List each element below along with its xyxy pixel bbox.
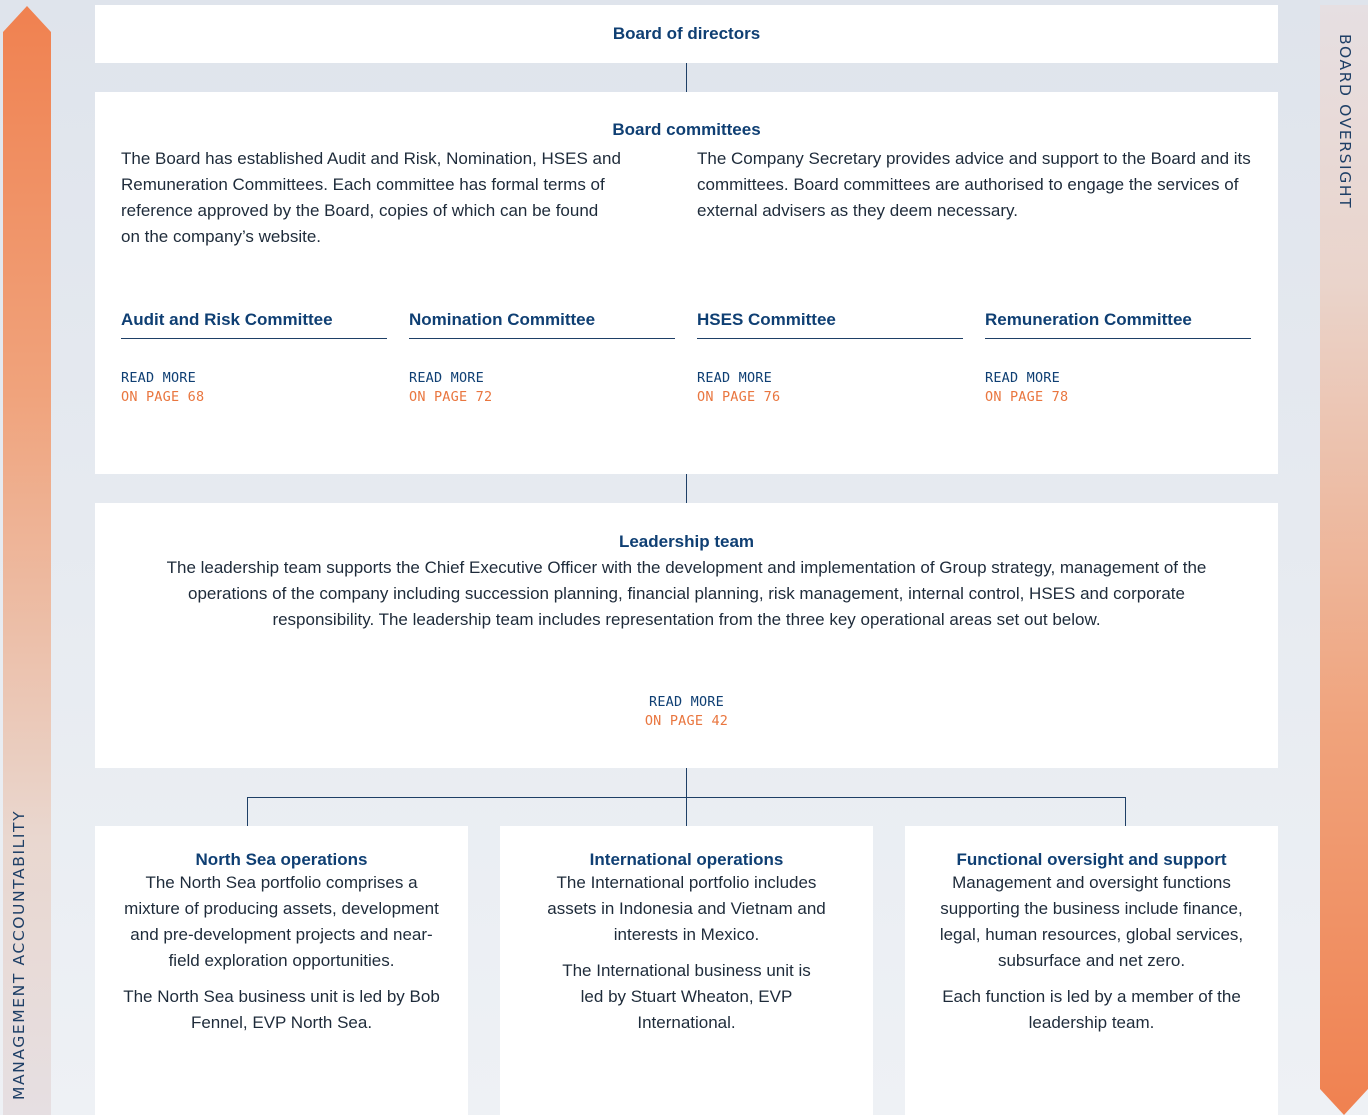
leadership-team-box [95, 503, 1278, 768]
nomination-committee [409, 310, 675, 407]
international-text-1: The International portfolio includes assets in Indonesia and Vietnam and interests in Mexico. [547, 873, 826, 944]
connector-line [247, 797, 248, 826]
committee-title: Audit and Risk Committee [121, 310, 387, 339]
leadership-team-title: Leadership team [618, 532, 755, 551]
connector-line [247, 797, 1126, 798]
north-sea-text-2: The North Sea business unit is led by Bob Fennel, EVP North Sea. [123, 987, 440, 1032]
remuneration-committee [985, 310, 1251, 407]
committee-title: Nomination Committee [409, 310, 675, 339]
management-accountability-label: MANAGEMENT ACCOUNTABILITY [10, 809, 28, 1100]
board-of-directors-box [95, 5, 1278, 63]
connector-line [686, 63, 687, 92]
functional-text-2: Each function is led by a member of the leadership team. [942, 987, 1241, 1032]
committee-title: Remuneration Committee [985, 310, 1251, 339]
connector-line [686, 474, 687, 503]
connector-line [1125, 797, 1126, 826]
board-oversight-label: BOARD OVERSIGHT [1336, 34, 1354, 210]
committees-text-left: The Board has established Audit and Risk, Nomination, HSES and Remuneration Committees. Each committee has formal terms of reference approved by the Board, copies of which can be found on the company’s website. [121, 149, 621, 246]
hses-committee [697, 310, 963, 407]
leadership-team-text: The leadership team supports the Chief Executive Officer with the development and implementation of Group strategy, management of the operations of the company including succession planning, financial planning, risk management, internal control, HSES and corporate responsibility. The leadership team includes representation from the three key operational areas set out below. [166, 558, 1207, 629]
functional-text-1: Management and oversight functions supporting the business include finance, legal, human resources, global services, subsurface and net zero. [939, 873, 1244, 970]
board-committees-title: Board committees [612, 120, 761, 139]
read-more-link[interactable]: READ MORE ON PAGE 72 [409, 370, 493, 405]
committees-text-right: The Company Secretary provides advice and support to the Board and its committees. Board committees are authorised to engage the services of external advisers as they deem necessary. [697, 149, 1251, 220]
read-more-link[interactable]: READ MORE ON PAGE 76 [697, 370, 781, 405]
read-more-link[interactable]: READ MORE ON PAGE 78 [985, 370, 1069, 405]
north-sea-text-1: The North Sea portfolio comprises a mixture of producing assets, development and pre-development projects and near-field exploration opportunities. [124, 873, 439, 970]
north-sea-operations-box [95, 826, 468, 1115]
international-operations-title: International operations [589, 850, 784, 869]
read-more-link[interactable]: READ MORE ON PAGE 42 [644, 694, 729, 729]
international-operations-box [500, 826, 873, 1115]
audit-risk-committee [121, 310, 387, 407]
north-sea-operations-title: North Sea operations [195, 850, 368, 869]
board-of-directors-title: Board of directors [612, 24, 761, 43]
functional-oversight-box [905, 826, 1278, 1115]
functional-oversight-title: Functional oversight and support [956, 850, 1227, 869]
read-more-link[interactable]: READ MORE ON PAGE 68 [121, 370, 205, 405]
international-text-2: The International business unit is led by Stuart Wheaton, EVP International. [562, 961, 811, 1032]
board-committees-box [95, 92, 1278, 474]
committee-title: HSES Committee [697, 310, 963, 339]
